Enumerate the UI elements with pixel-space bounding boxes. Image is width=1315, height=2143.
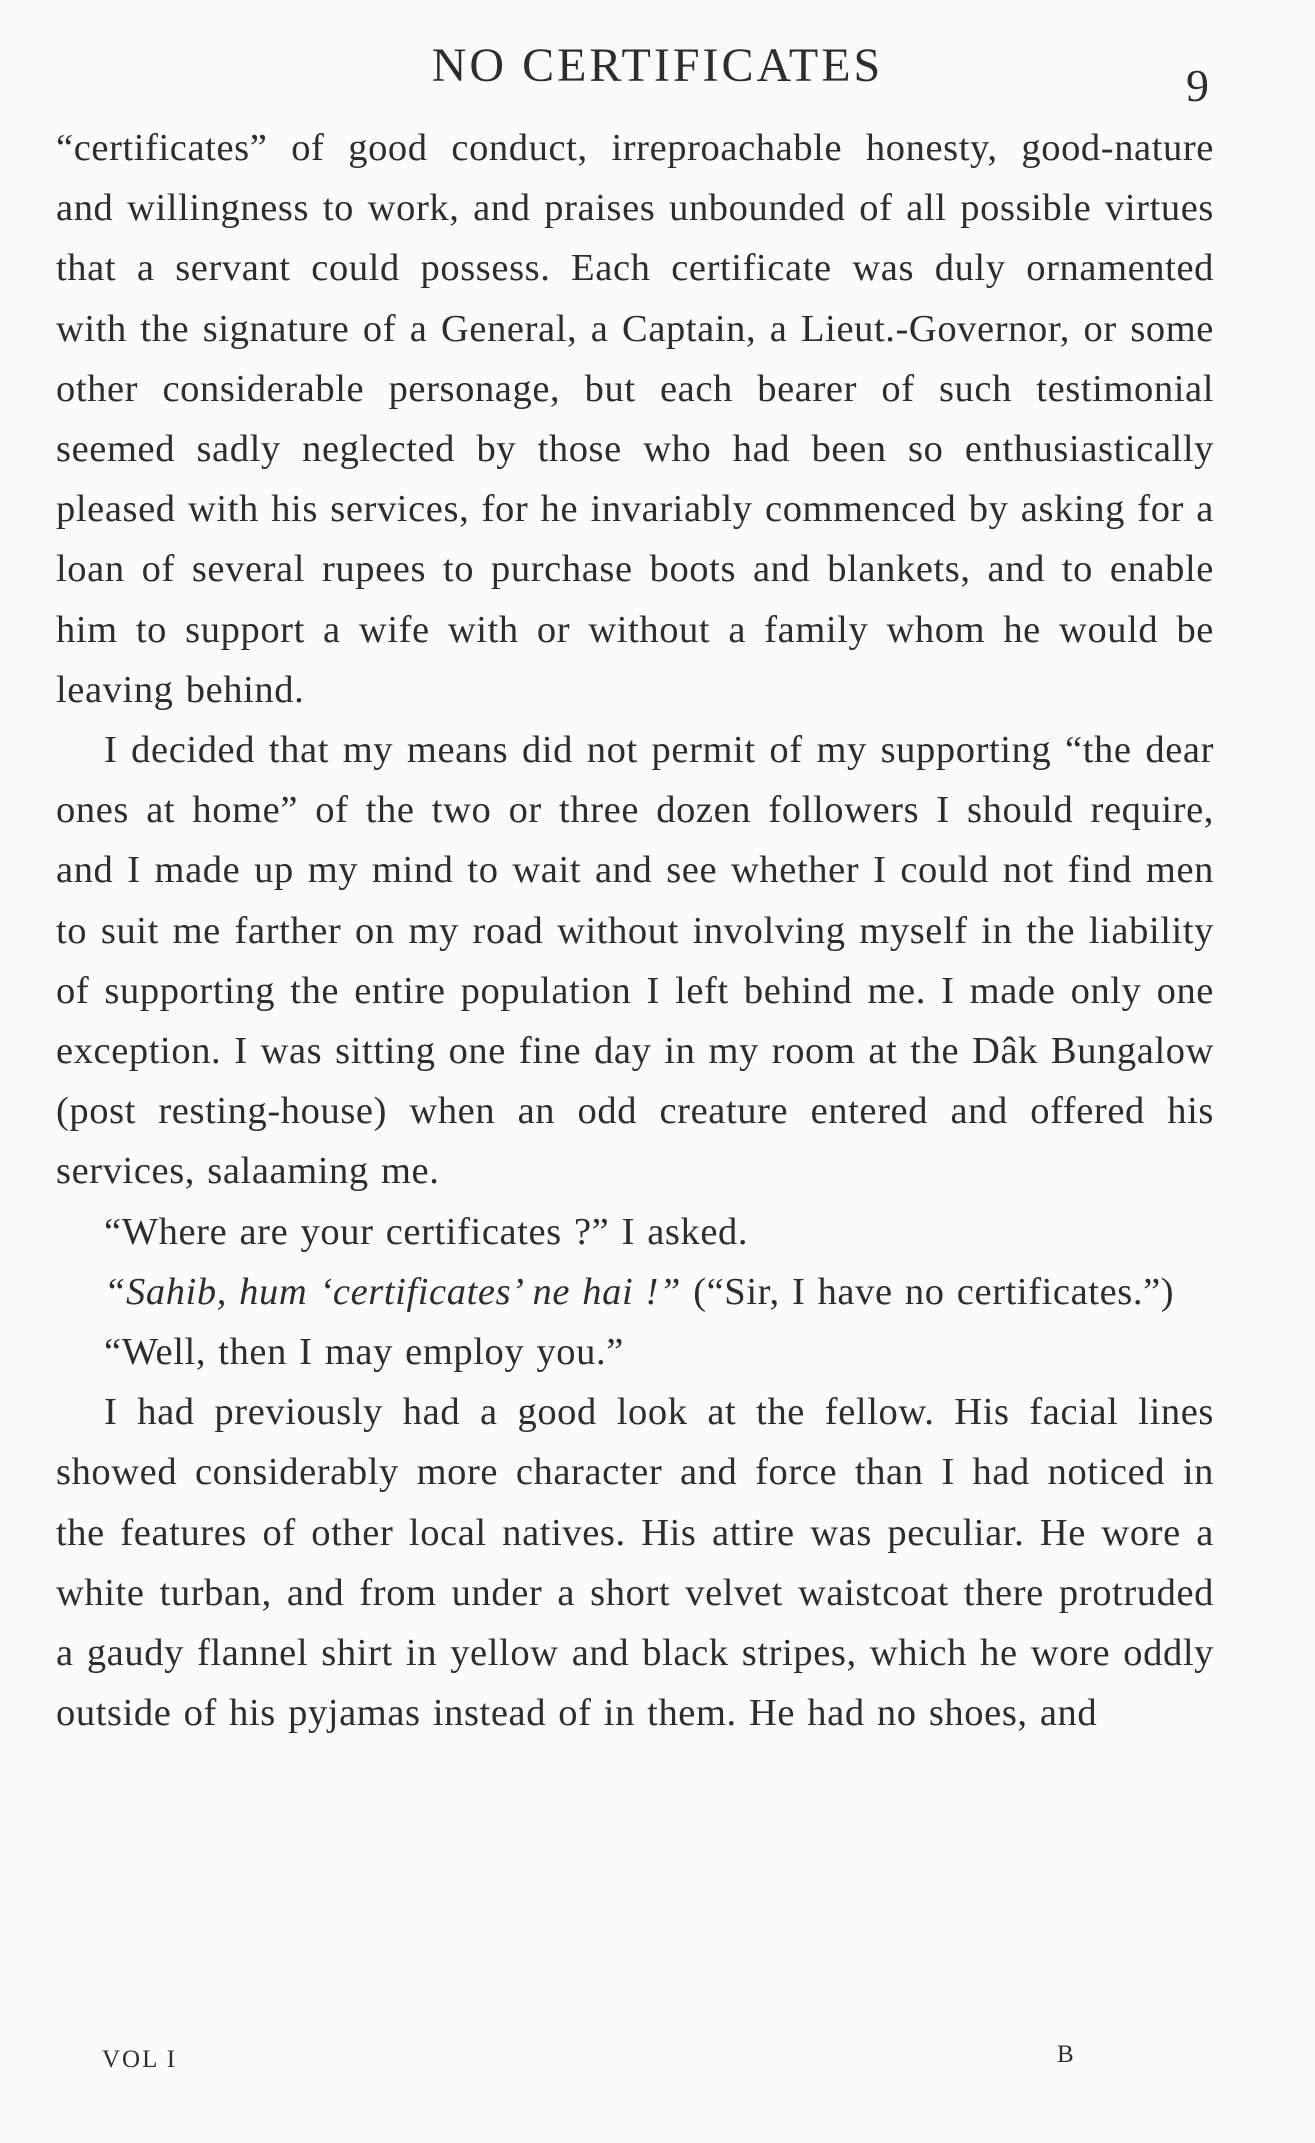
page-title: NO CERTIFICATES: [431, 39, 884, 92]
paragraph: I had previously had a good look at the fellow. His facial lines showed considerably more character and force than I had noticed in the features of other local natives. His attire was peculiar. He wore a white turban, and from under a short velvet waistcoat there protruded a gaudy flannel shirt in yellow and black stripes, which he wore oddly outside of his pyjamas instead of in them. He had no shoes, and: [56, 1391, 1214, 1735]
italic-quote: “Sahib, hum ‘certificates’ ne hai !”: [104, 1270, 681, 1313]
paragraph: [56, 1262, 1214, 1322]
running-head: [0, 36, 1315, 96]
body-text: [56, 118, 1214, 1743]
paragraph: “Well, then I may employ you.”: [104, 1331, 624, 1374]
signature-mark: B: [1057, 2041, 1076, 2068]
page-number: 9: [1186, 60, 1209, 111]
paragraph: I decided that my means did not permit of my supporting “the dear ones at home” of the two or three dozen followers I should require, and I made up my mind to wait and see whether I could not find men to suit me farther on my road without involving myself in the liability of supporting the entire population I left behind me. I made only one exception. I was sitting one fine day in my room at the Dâk Bungalow (post resting-house) when an odd creature entered and offered his services, salaaming me.: [56, 729, 1214, 1193]
paragraph: “Where are your certificates ?” I asked.: [104, 1210, 749, 1253]
volume-label: VOL I: [102, 2046, 178, 2073]
paragraph-text: (“Sir, I have no certificates.”): [680, 1270, 1175, 1313]
paragraph: “certificates” of good conduct, irreproachable honesty, good-nature and willingness to work, and praises unbounded of all possible virtues that a servant could possess. Each certificate was duly ornamented with the signature of a General, a Captain, a Lieut.-Governor, or some other considerable personage, but each bearer of such testimonial seemed sadly neglected by those who had been so enthusiastically pleased with his services, for he invariably commenced by asking for a loan of several rupees to purchase boots and blankets, and to enable him to support a wife with or without a family whom he would be leaving behind.: [56, 127, 1214, 711]
